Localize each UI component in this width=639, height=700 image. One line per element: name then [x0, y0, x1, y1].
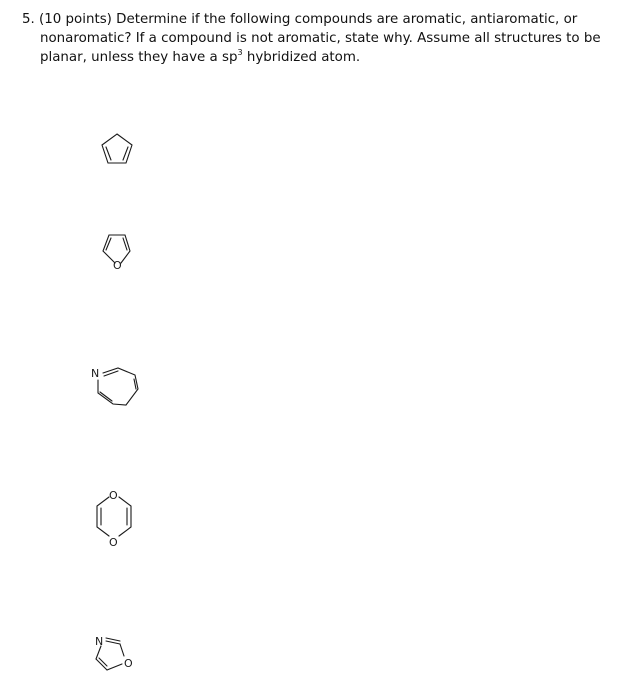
mol5-oxygen-label: O	[124, 657, 133, 670]
superscript-3: 3	[237, 48, 243, 57]
molecule-nitrogen-ring	[88, 358, 144, 413]
question-text	[22, 10, 622, 67]
question-line-3-end: hybridized atom.	[242, 50, 361, 65]
question-line-3	[22, 48, 622, 67]
molecule-dioxin	[88, 486, 144, 548]
mol4-oxygen-top-label: O	[109, 489, 118, 502]
molecule-furan	[95, 222, 140, 272]
molecule-cyclopentadiene	[95, 128, 140, 173]
mol2-oxygen-label: O	[113, 259, 122, 272]
question-line-3-text: planar, unless they have a sp	[40, 50, 238, 65]
question-line-2: nonaromatic? If a compound is not aromatic, state why. Assume all structures to be	[40, 31, 601, 46]
mol3-nitrogen-label: N	[91, 367, 100, 380]
molecule-oxazole	[86, 628, 142, 680]
question-line-1: 5. (10 points) Determine if the following compounds are aromatic, antiaromatic, or	[22, 12, 578, 27]
mol5-nitrogen-label: N	[95, 635, 104, 648]
mol4-oxygen-bottom-label: O	[109, 536, 118, 549]
